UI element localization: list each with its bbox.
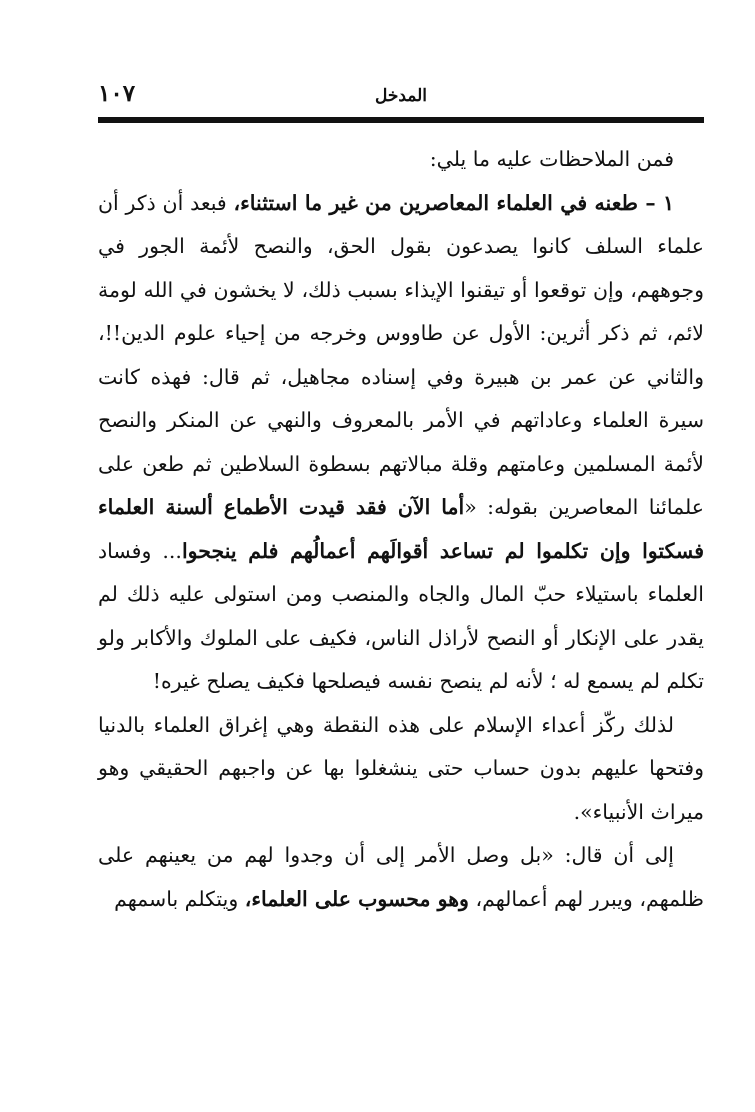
quoted-bold-text: أما الآن فقد قيدت الأطماع ألسنة العلماء فسكتوا وإن تكلموا لم تساعد أقوالَهم أعمالُهم فلم ينجحوا (98, 495, 704, 563)
paragraph-quote-continued (98, 704, 704, 835)
point-number: ١ – (637, 190, 674, 215)
page-header (98, 80, 704, 116)
body-text (98, 138, 704, 921)
paragraph-text-continued: ... وفساد العلماء باستيلاء حبّ المال والجاه والمنصب ومن استولى عليه ذلك لم يقدر على الإنكار أو النصح لأراذل الناس، فكيف على الملوك والأكابر ولو تكلم لم يسمع له ؛ لأنه لم ينصح نفسه فيصلحها فكيف يصلح غيره! (98, 538, 704, 693)
paragraph-intro (98, 138, 704, 182)
paragraph-final (98, 834, 704, 921)
paragraph-point-1 (98, 182, 704, 704)
intro-text: فمن الملاحظات عليه ما يلي: (429, 147, 674, 171)
paragraph-text: إلى أن قال: «بل وصل الأمر إلى أن وجدوا لهم من يعينهم على ظلمهم، ويبرر لهم أعمالهم، (98, 843, 704, 911)
header-divider (98, 117, 704, 123)
point-heading: طعنه في العلماء المعاصرين من غير ما استثناء، (233, 190, 638, 215)
emphasis-text: وهو محسوب على العلماء، (244, 886, 469, 911)
running-title: المدخل (374, 86, 428, 106)
paragraph-text-continued: ويتكلم باسمهم (114, 886, 245, 911)
paragraph-text: لذلك ركّز أعداء الإسلام على هذه النقطة وهي إغراق العلماء بالدنيا وفتحها عليهم بدون حساب حتى ينشغلوا بها عن واجبهم الحقيقي وهو ميراث الأنبياء». (98, 712, 704, 824)
paragraph-text: فبعد أن ذكر أن علماء السلف كانوا يصدعون بقول الحق، والنصح لأئمة الجور في وجوههم، وإن توقعوا أو تيقنوا الإيذاء بسبب ذلك، لا يخشون في الله لومة لائم، ثم ذكر أثرين: الأول عن طاووس وخرجه من إحياء علوم الدين!!، والثاني عن عمر بن هبيرة وفي إسناده مجاهيل، ثم قال: فهذه كانت سيرة العلماء وعاداتهم في الأمر بالمعروف والنهي عن المنكر والنصح لأئمة المسلمين وعامتهم وقلة مبالاتهم بسطوة السلاطين ثم طعن على علمائنا المعاصرين بقوله: « (98, 190, 704, 519)
page-number: ١٠٧ (98, 80, 136, 107)
